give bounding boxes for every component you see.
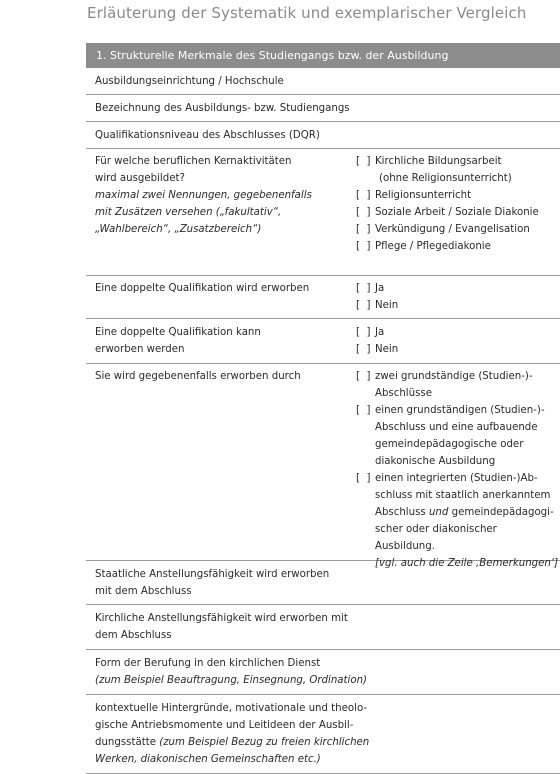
checkbox-option[interactable] [356, 324, 560, 341]
checkbox-bracket[interactable]: [ ] [356, 327, 371, 338]
options-list [356, 280, 560, 314]
row-label: Form der Berufung in den kirchlichen Dienst [95, 658, 321, 669]
checkbox-bracket[interactable]: [ ] [356, 344, 371, 355]
row-label-block [86, 655, 560, 689]
row-label-block [86, 566, 560, 600]
row-label-block [86, 324, 356, 358]
table-row [86, 276, 560, 319]
checkbox-bracket[interactable]: [ ] [356, 371, 371, 382]
row-label: Eine doppelte Qualifikation kann [95, 327, 261, 338]
row-label-line: dungsstätte (zum Beispiel Bezug zu freien kirchlichen [95, 737, 370, 748]
checkbox-option[interactable] [356, 221, 560, 238]
checkbox-option[interactable] [356, 187, 560, 204]
option-label: schluss mit staatlich anerkanntem [375, 490, 551, 501]
table-row [86, 122, 560, 149]
checkbox-bracket[interactable]: [ ] [356, 473, 371, 484]
table-row [86, 605, 560, 650]
option-label: einen grundständigen (Studien-)- [375, 405, 545, 416]
row-label: Bezeichnung des Ausbildungs- bzw. Studiengangs [95, 103, 350, 114]
option-label-line: Abschluss und gemeindepädagogi- [375, 507, 554, 518]
option-note: [vgl. auch die Zeile ‚Bemerkungen‘] [375, 558, 559, 569]
row-label: Ausbildungseinrichtung / Hochschule [95, 76, 284, 87]
checkbox-bracket[interactable]: [ ] [356, 156, 371, 167]
option-label: Kirchliche Bildungsarbeit [375, 156, 502, 167]
option-label: scher oder diakonischer Ausbildung. [375, 524, 497, 552]
checkbox-bracket[interactable]: [ ] [356, 405, 371, 416]
row-label: Eine doppelte Qualifikation wird erworben [95, 283, 310, 294]
table-row [86, 561, 560, 605]
checkbox-option[interactable] [356, 470, 560, 572]
row-label: kontextuelle Hintergründe, motivationale und theolo- [95, 703, 368, 714]
option-label: Verkündigung / Evangelisation [375, 224, 530, 235]
row-label: dem Abschluss [95, 630, 172, 641]
checkbox-option[interactable] [356, 368, 560, 402]
row-label: erworben werden [95, 344, 185, 355]
checkbox-option[interactable] [356, 153, 560, 187]
option-label: Pflege / Pflegediakonie [375, 241, 491, 252]
option-label: gemeindepädagogische oder [375, 439, 524, 450]
row-note: mit Zusätzen versehen („fakultativ“, [95, 207, 282, 218]
table-row [86, 695, 560, 774]
row-label-block [86, 610, 560, 644]
checkbox-option[interactable] [356, 238, 560, 255]
checkbox-bracket[interactable]: [ ] [356, 224, 371, 235]
row-label: Qualifikationsniveau des Abschlusses (DQR) [95, 130, 320, 141]
option-label: Abschluss und eine aufbauende [375, 422, 538, 433]
table-row [86, 95, 560, 122]
row-note: maximal zwei Nennungen, gegebenenfalls [95, 190, 312, 201]
checkbox-option[interactable] [356, 280, 560, 297]
table-row [86, 68, 560, 95]
checkbox-bracket[interactable]: [ ] [356, 241, 371, 252]
page-title: Erläuterung der Systematik und exemplarischer Vergleich [87, 4, 527, 22]
row-note: (zum Beispiel Beauftragung, Einsegnung, Ordination) [95, 675, 368, 686]
checkbox-bracket[interactable]: [ ] [356, 207, 371, 218]
criteria-table [86, 43, 560, 774]
checkbox-bracket[interactable]: [ ] [356, 190, 371, 201]
row-label: Für welche beruflichen Kernaktivitäten [95, 156, 292, 167]
checkbox-option[interactable] [356, 402, 560, 470]
option-label: Ja [375, 283, 385, 294]
option-label: Ja [375, 327, 385, 338]
option-label: (ohne Religionsunterricht) [379, 173, 512, 184]
table-row [86, 319, 560, 364]
option-label: Religionsunterricht [375, 190, 472, 201]
option-label: Nein [375, 344, 399, 355]
option-label: Nein [375, 300, 399, 311]
option-label: einen integrierten (Studien-)Ab- [375, 473, 538, 484]
row-note: Werken, diakonischen Gemeinschaften etc.) [95, 754, 321, 765]
options-list [356, 368, 560, 572]
row-label: gische Antriebsmomente und Leitideen der Ausbil- [95, 720, 354, 731]
checkbox-option[interactable] [356, 204, 560, 221]
row-note: „Wahlbereich“, „Zusatzbereich“) [95, 224, 262, 235]
row-label-block [86, 153, 356, 238]
checkbox-bracket[interactable]: [ ] [356, 283, 371, 294]
row-label: Sie wird gegebenenfalls erworben durch [95, 371, 301, 382]
checkbox-option[interactable] [356, 297, 560, 314]
section-header: 1. Strukturelle Merkmale des Studiengangs bzw. der Ausbildung [86, 43, 560, 68]
option-label: zwei grundständige (Studien-)- [375, 371, 533, 382]
row-label: mit dem Abschluss [95, 586, 192, 597]
row-label: wird ausgebildet? [95, 173, 185, 184]
table-row [86, 364, 560, 569]
table-row [86, 650, 560, 695]
option-label: Soziale Arbeit / Soziale Diakonie [375, 207, 539, 218]
checkbox-bracket[interactable]: [ ] [356, 300, 371, 311]
options-list [356, 153, 560, 255]
row-label-block [86, 700, 560, 768]
table-row [86, 149, 560, 276]
option-label: Abschlüsse [375, 388, 432, 399]
row-label: Staatliche Anstellungsfähigkeit wird erworben [95, 569, 330, 580]
checkbox-option[interactable] [356, 341, 560, 358]
option-label: diakonische Ausbildung [375, 456, 496, 467]
options-list [356, 324, 560, 358]
row-label: Kirchliche Anstellungsfähigkeit wird erworben mit [95, 613, 348, 624]
